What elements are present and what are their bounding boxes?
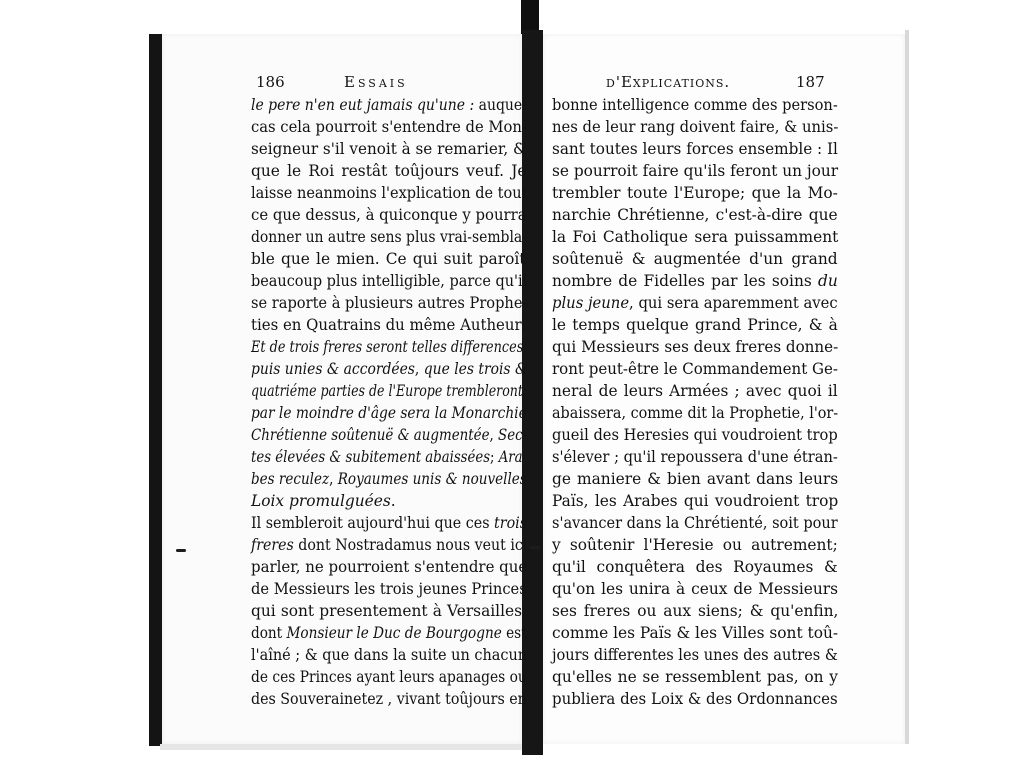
right-page-header (606, 70, 830, 94)
line-text: neral de leurs Armées ; avec quoi il (552, 382, 838, 400)
text-line (552, 446, 838, 468)
line-text: y soûtenir l'Heresie ou autrement; (552, 536, 838, 554)
line-text: publiera des Loix & des Ordonnances (552, 690, 838, 708)
left-page-bottom-edge (160, 744, 524, 750)
italic-text: quatriéme parties de l'Europe trembleront; (251, 382, 528, 400)
italic-text: tes élevées & subitement abaissées (251, 448, 491, 466)
text-line (251, 94, 527, 116)
line-text: ce que dessus, à quiconque y pourra (251, 206, 527, 224)
line-text: qu'on les unira à ceux de Messieurs (552, 580, 839, 598)
line-text: sant toutes leurs forces ensemble : Il (552, 140, 838, 158)
italic-text: trois (494, 514, 528, 532)
line-text: de Messieurs les trois jeunes Princes (251, 580, 527, 598)
text-line (251, 600, 527, 622)
italic-text: Et de trois freres seront telles differences, (251, 338, 528, 356)
line-text: qu'il conquêtera des Royaumes & (552, 558, 838, 576)
line-text: abaissera, comme dit la Prophetie, l'or- (552, 404, 839, 422)
text-line (251, 490, 396, 512)
italic-text: du (818, 272, 838, 290)
line-text: le temps quelque grand Prince, & à (552, 316, 838, 334)
text-line (251, 666, 527, 688)
text-line (552, 182, 838, 204)
text-line (552, 292, 838, 314)
text-line (251, 116, 527, 138)
italic-text: Monsieur le Duc de Bourgogne (286, 624, 502, 642)
line-text: est (501, 624, 527, 642)
text-line (552, 424, 838, 446)
text-line (251, 468, 527, 490)
line-text: ses freres ou aux siens; & qu'enfin, (552, 602, 839, 620)
line-text: qui sont presentement à Versailles, (251, 602, 527, 620)
text-line (251, 556, 527, 578)
text-line (251, 314, 527, 336)
left-book-edge (149, 34, 162, 746)
text-line (251, 226, 527, 248)
line-text: comme les Païs & les Villes sont toû- (552, 624, 839, 642)
text-line (552, 644, 838, 666)
page-number: 187 (796, 73, 825, 91)
line-text: nes de leur rang doivent faire, & unis- (552, 118, 839, 136)
text-line (552, 248, 838, 270)
line-text: gueil des Heresies qui voudroient trop (552, 426, 838, 444)
text-line (251, 512, 527, 534)
text-line (251, 578, 527, 600)
text-line (251, 358, 527, 380)
line-text: dont Nostradamus nous veut ici (293, 536, 528, 554)
text-line (552, 270, 838, 292)
text-line (552, 666, 838, 688)
text-line (552, 578, 838, 600)
text-line (552, 468, 838, 490)
text-line (251, 204, 527, 226)
italic-text: plus jeune (552, 294, 630, 312)
line-text: Païs, les Arabes qui voudroient trop (552, 492, 839, 510)
gutter-mark (530, 546, 540, 549)
line-text: laisse neanmoins l'explication de tout (251, 184, 528, 202)
italic-text: Royaumes unis & nouvelles (337, 470, 527, 488)
italic-text: puis unies & accordées (251, 360, 415, 378)
text-line (251, 644, 527, 666)
line-text: que le Roi restât toûjours veuf. Je (251, 162, 527, 180)
text-line (251, 534, 527, 556)
text-line (251, 182, 527, 204)
text-line (552, 314, 838, 336)
text-line (552, 116, 838, 138)
text-line (251, 424, 527, 446)
line-text: nombre de Fidelles par les soins (552, 272, 819, 290)
text-line (552, 138, 838, 160)
line-text: , (489, 426, 499, 444)
text-line (251, 688, 527, 710)
line-text: de ces Princes ayant leurs apanages ou (251, 668, 527, 686)
text-line (251, 292, 527, 314)
line-text: trembler toute l'Europe; que la Mo- (552, 184, 838, 202)
text-line (251, 402, 527, 424)
line-text: des Souverainetez , vivant toûjours en (251, 690, 527, 708)
margin-mark (176, 549, 186, 552)
left-page-header (256, 70, 528, 94)
line-text: ties en Quatrains du même Autheur; (251, 316, 527, 334)
text-line (552, 688, 838, 710)
text-line (552, 490, 838, 512)
line-text: . (390, 492, 396, 510)
line-text: seigneur s'il venoit à se remarier, & (251, 140, 527, 158)
text-line (251, 336, 527, 358)
text-line (552, 226, 838, 248)
text-line (251, 380, 527, 402)
line-text: bonne intelligence comme des person- (552, 96, 838, 114)
italic-text: bes reculez (251, 470, 330, 488)
text-line (552, 622, 838, 644)
line-text: ; (490, 448, 499, 466)
line-text: auquel (474, 96, 527, 114)
italic-text: Ara- (498, 448, 528, 466)
line-text: soûtenuë & augmentée d'un grand (552, 250, 838, 268)
italic-text: par le moindre d'âge sera la Monarchie (251, 404, 527, 422)
text-line (251, 446, 527, 468)
line-text: s'élever ; qu'il repoussera d'une étran- (552, 448, 838, 466)
text-line (251, 160, 527, 182)
line-text: cas cela pourroit s'entendre de Mon- (251, 118, 527, 136)
text-line (251, 270, 527, 292)
italic-text: Loix promulguées (251, 492, 391, 510)
line-text: jours differentes les unes des autres & (552, 646, 838, 664)
text-line (552, 94, 838, 116)
running-head: Essais (344, 73, 408, 91)
line-text: , (329, 470, 338, 488)
text-line (552, 204, 838, 226)
line-text: , qui sera aparemment avec (629, 294, 838, 312)
text-line (552, 160, 838, 182)
line-text: parler, ne pourroient s'entendre que (251, 558, 528, 576)
line-text: ge maniere & bien avant dans leurs (552, 470, 839, 488)
italic-text: freres (251, 536, 294, 554)
text-line (552, 402, 838, 424)
italic-text: Chrétienne soûtenuë & augmentée (251, 426, 490, 444)
text-line (552, 556, 838, 578)
line-text: dont (251, 624, 287, 642)
line-text: ront peut-être le Commandement Ge- (552, 360, 839, 378)
line-text: la Foi Catholique sera puissamment (552, 228, 839, 246)
text-line (251, 138, 527, 160)
italic-text: que les trois & (423, 360, 528, 378)
text-line (251, 248, 525, 270)
line-text: donner un autre sens plus vrai-sembla- (251, 228, 527, 246)
line-text: se pourroit faire qu'ils feront un jour (552, 162, 839, 180)
italic-text: Sec- (498, 426, 528, 444)
text-line (552, 512, 838, 534)
page-number: 186 (256, 73, 285, 91)
line-text: qui Messieurs ses deux freres donne- (552, 338, 839, 356)
line-text: l'aîné ; & que dans la suite un chacun (251, 646, 528, 664)
line-text: s'avancer dans la Chrétienté, soit pour (552, 514, 838, 532)
line-text: beaucoup plus intelligible, parce qu'il (251, 272, 528, 290)
running-head: d'Explications. (606, 73, 731, 91)
line-text: Il sembleroit aujourd'hui que ces (251, 514, 495, 532)
text-line (552, 358, 838, 380)
right-page-edge (905, 30, 909, 744)
line-text: qu'elles ne se ressemblent pas, on y (552, 668, 838, 686)
text-line (552, 380, 838, 402)
text-line (251, 622, 527, 644)
line-text: narchie Chrétienne, c'est-à-dire que (552, 206, 838, 224)
line-text: se raporte à plusieurs autres Prophe- (251, 294, 528, 312)
text-line (552, 600, 838, 622)
line-text: ble que le mien. Ce qui suit paroît (251, 250, 526, 268)
text-line (552, 534, 838, 556)
line-text: , (414, 360, 424, 378)
text-line (552, 336, 838, 358)
italic-text: le pere n'en eut jamais qu'une : (251, 96, 475, 114)
